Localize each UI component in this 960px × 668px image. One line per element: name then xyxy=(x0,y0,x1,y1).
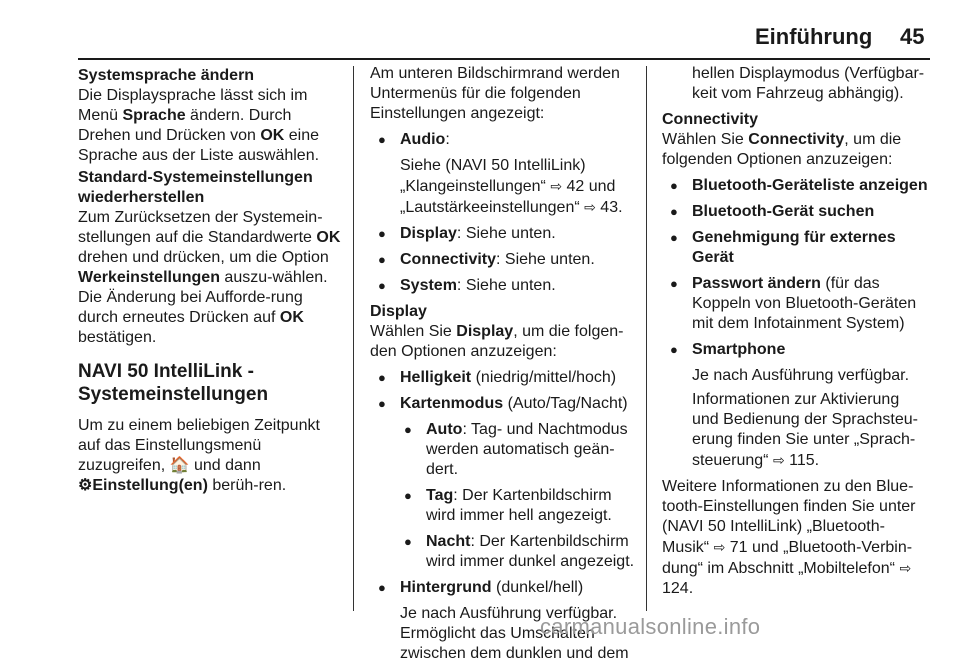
arrow-icon: ⇨ xyxy=(772,452,785,468)
paragraph-systemsprache: Die Displaysprache lässt sich im Menü Sprache ändern. Durch Drehen und Drücken von OK eine Sprache aus der Liste auswählen. xyxy=(78,87,320,164)
watermark: carmanualsonline.info xyxy=(540,614,761,639)
heading-systemsprache: Systemsprache ändern xyxy=(78,67,255,84)
column-2 xyxy=(370,64,638,668)
arrow-icon: ⇨ xyxy=(550,178,563,194)
heading-display: Display xyxy=(370,303,427,320)
list-item-helligkeit: ● Helligkeit (niedrig/mittel/hoch) xyxy=(370,368,638,388)
paragraph-display: Wählen Sie Display, um die folgen-den Optionen anzuzeigen: xyxy=(370,323,624,360)
page-number: 45 xyxy=(900,24,925,49)
hintergrund-note-continued: hellen Displaymodus (Verfügbar-keit vom Fahrzeug abhängig). xyxy=(692,65,925,102)
list-item-genehmigung: ● Genehmigung für externes Gerät xyxy=(662,228,930,268)
audio-description: Siehe (NAVI 50 IntelliLink) „Klangeinstellungen“ ⇨ 42 und „Lautstärkeeinstellungen“ ⇨ 43. xyxy=(400,157,623,216)
paragraph-intro: Am unteren Bildschirmrand werden Untermenüs für die folgenden Einstellungen angezeigt: xyxy=(370,65,620,122)
hintergrund-note: Je nach Ausführung verfügbar. Ermöglicht das Umschalten zwischen dem dunklen und dem xyxy=(400,605,629,662)
section-heading-navi50: NAVI 50 IntelliLink - Systemeinstellungen xyxy=(78,361,269,405)
heading-connectivity: Connectivity xyxy=(662,111,759,128)
sub-item-tag: ● Tag: Der Kartenbildschirm wird immer hell angezeigt. xyxy=(370,486,638,526)
list-item-bt-geraeteliste: ● Bluetooth-Geräteliste anzeigen xyxy=(662,176,930,196)
sub-item-auto: ● Auto: Tag- und Nachtmodus werden automatisch geän-dert. xyxy=(370,420,638,480)
home-icon: 🏠 xyxy=(169,457,190,474)
paragraph-standard: Zum Zurücksetzen der Systemein-stellungen auf die Standardwerte OK drehen und drücken, um die Option Werkeinstellungen auszu-wählen. Die Änderung bei Aufforde-rung durch erneutes Drücken auf OK bestätigen. xyxy=(78,209,341,346)
list-item-audio: ● Audio: xyxy=(370,130,638,150)
list-item-kartenmodus: ● Kartenmodus (Auto/Tag/Nacht) xyxy=(370,394,638,414)
paragraph-final: Weitere Informationen zu den Blue-tooth-Einstellungen finden Sie unter (NAVI 50 IntelliLink) „Bluetooth-Musik“ ⇨ 71 und „Bluetooth-Verbin-dung“ im Abschnitt „Mobiltelefon“ ⇨ 124. xyxy=(662,478,916,597)
header-rule xyxy=(78,58,930,60)
arrow-icon: ⇨ xyxy=(713,539,726,555)
list-item-hintergrund: ● Hintergrund (dunkel/hell) xyxy=(370,578,638,598)
column-1 xyxy=(78,64,346,498)
chapter-title: Einführung xyxy=(755,24,873,49)
column-divider-1 xyxy=(353,66,354,611)
smartphone-note-1: Je nach Ausführung verfügbar. xyxy=(692,367,910,384)
paragraph-connectivity: Wählen Sie Connectivity, um die folgenden Optionen anzuzeigen: xyxy=(662,131,902,168)
sub-item-nacht: ● Nacht: Der Kartenbildschirm wird immer dunkel angezeigt. xyxy=(370,532,638,572)
paragraph-navi50: Um zu einem beliebigen Zeitpunkt auf das Einstellungsmenü zuzugreifen, 🏠 und dann ⚙Einstellung(en) berüh-ren. xyxy=(78,417,320,494)
gear-icon: ⚙ xyxy=(78,477,93,494)
list-item-display: ● Display: Siehe unten. xyxy=(370,224,638,244)
heading-standard: Standard-Systemeinstellungen wiederherstellen xyxy=(78,169,313,206)
list-item-smartphone: ● Smartphone xyxy=(662,340,930,360)
list-item-system: ● System: Siehe unten. xyxy=(370,276,638,296)
arrow-icon: ⇨ xyxy=(584,199,596,215)
list-item-passwort: ● Passwort ändern (für das Koppeln von Bluetooth-Geräten mit dem Infotainment System) xyxy=(662,274,930,334)
arrow-icon: ⇨ xyxy=(899,560,912,576)
column-divider-2 xyxy=(646,66,647,611)
list-item-connectivity: ● Connectivity: Siehe unten. xyxy=(370,250,638,270)
list-item-bt-suchen: ● Bluetooth-Gerät suchen xyxy=(662,202,930,222)
smartphone-note-2: Informationen zur Aktivierung und Bedienung der Sprachsteu-erung finden Sie unter „Sprach-steuerung“ ⇨ 115. xyxy=(692,391,918,469)
column-3 xyxy=(662,64,930,601)
